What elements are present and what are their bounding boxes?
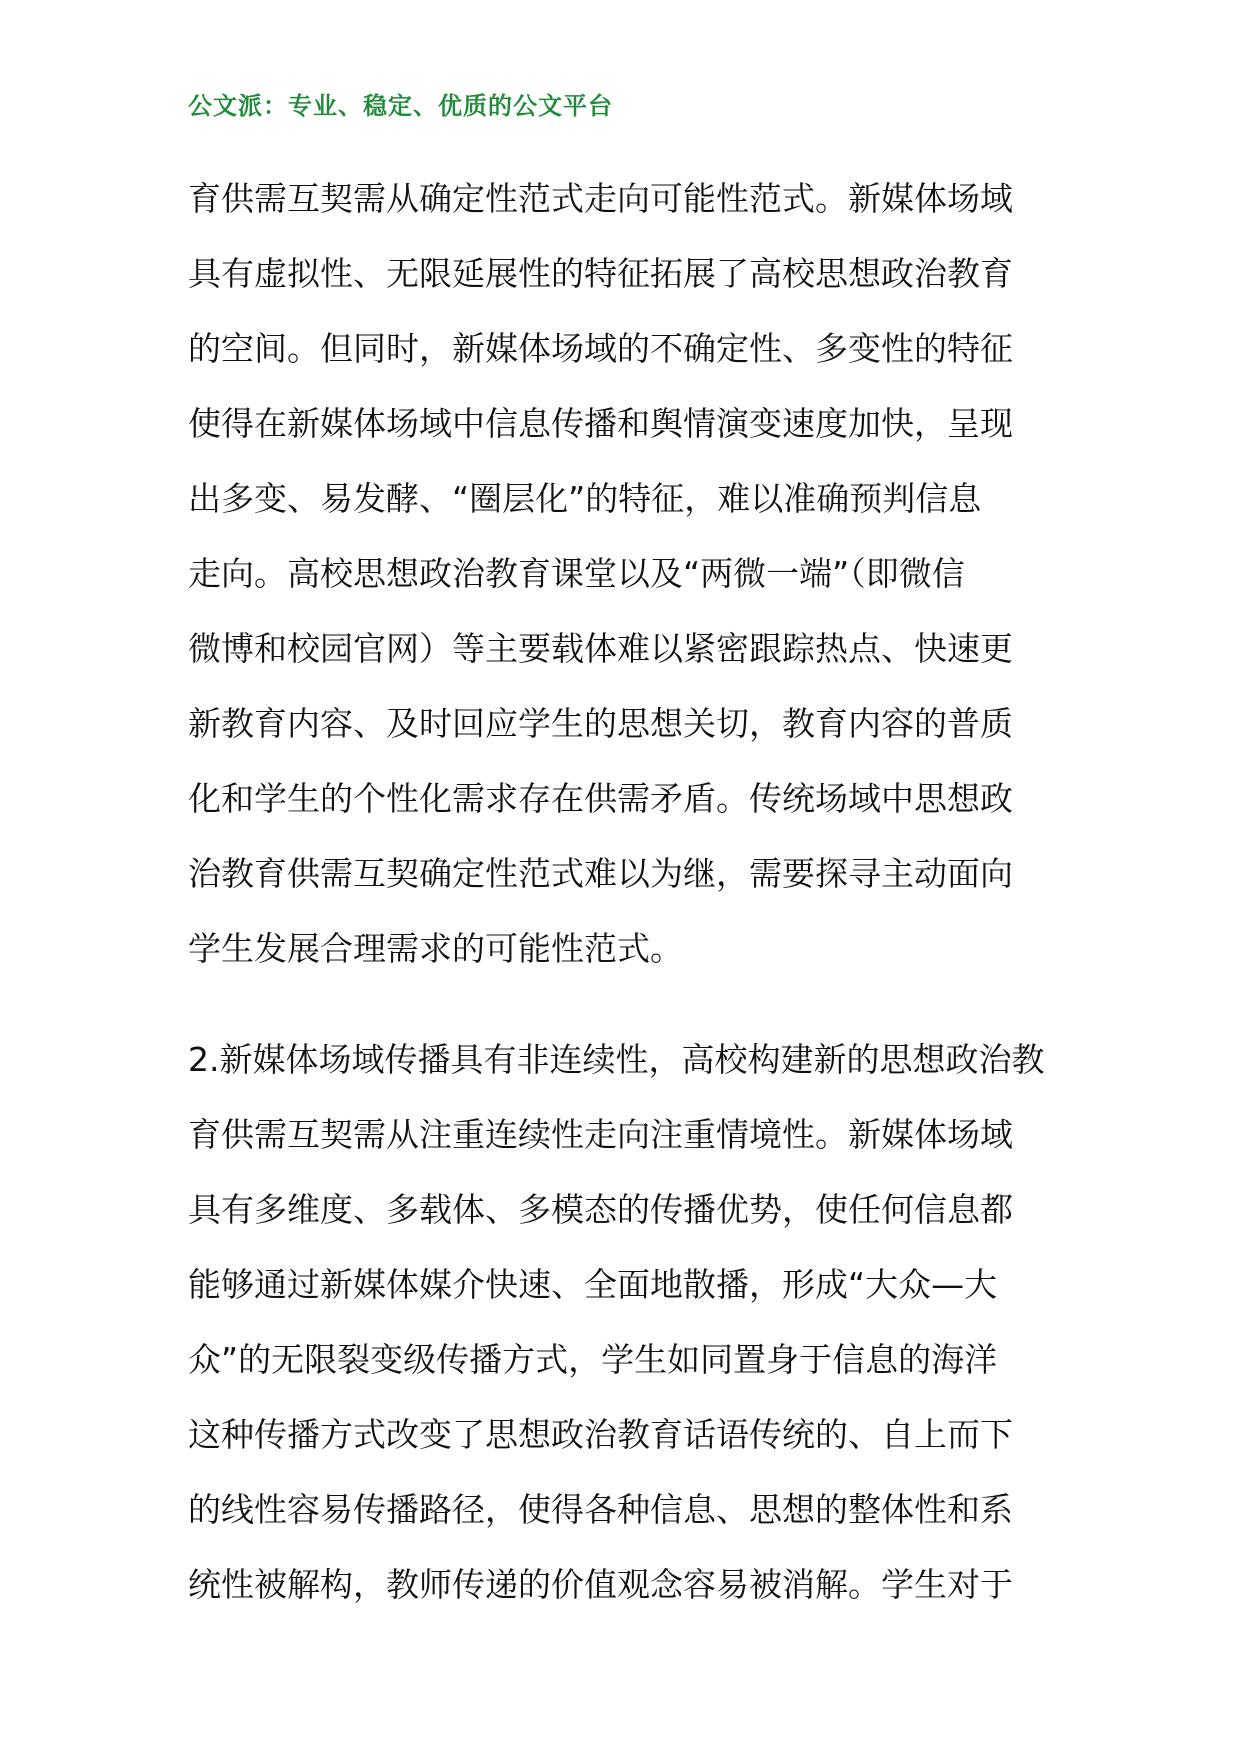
text-line: 2.新媒体场域传播具有非连续性，高校构建新的思想政治教 — [188, 1040, 1045, 1079]
text-line: 统性被解构，教师传递的价值观念容易被消解。学生对于 — [188, 1565, 1013, 1604]
text-line: 能够通过新媒体媒介快速、全面地散播，形成“大众—大 — [188, 1265, 998, 1304]
text-line: 的线性容易传播路径，使得各种信息、思想的整体性和系 — [188, 1490, 1013, 1529]
text-line: 育供需互契需从确定性范式走向可能性范式。新媒体场域 — [188, 179, 1013, 218]
text-line: 微博和校园官网）等主要载体难以紧密跟踪热点、快速更 — [188, 629, 1013, 668]
text-line: 使得在新媒体场域中信息传播和舆情演变速度加快，呈现 — [188, 404, 1013, 443]
page-header: 公文派：专业、稳定、优质的公文平台 — [188, 92, 613, 120]
text-line: 治教育供需互契确定性范式难以为继，需要探寻主动面向 — [188, 854, 1013, 893]
text-line: 学生发展合理需求的可能性范式。 — [188, 929, 683, 968]
text-line: 走向。高校思想政治教育课堂以及“两微一端”（即微信 — [188, 554, 965, 593]
body-text — [188, 168, 1058, 1629]
paragraph-gap — [188, 993, 1058, 1029]
paragraph-1 — [188, 168, 1058, 993]
text-line: 化和学生的个性化需求存在供需矛盾。传统场域中思想政 — [188, 779, 1013, 818]
text-line: 育供需互契需从注重连续性走向注重情境性。新媒体场域 — [188, 1115, 1013, 1154]
paragraph-2 — [188, 1029, 1058, 1629]
text-line: 具有虚拟性、无限延展性的特征拓展了高校思想政治教育 — [188, 254, 1013, 293]
text-line: 具有多维度、多载体、多模态的传播优势，使任何信息都 — [188, 1190, 1013, 1229]
text-line: 这种传播方式改变了思想政治教育话语传统的、自上而下 — [188, 1415, 1013, 1454]
text-line: 出多变、易发酵、“圈层化”的特征，难以准确预判信息 — [188, 479, 982, 518]
text-line: 的空间。但同时，新媒体场域的不确定性、多变性的特征 — [188, 329, 1013, 368]
text-line: 新教育内容、及时回应学生的思想关切，教育内容的普质 — [188, 704, 1013, 743]
text-line: 众”的无限裂变级传播方式，学生如同置身于信息的海洋 — [188, 1340, 998, 1379]
